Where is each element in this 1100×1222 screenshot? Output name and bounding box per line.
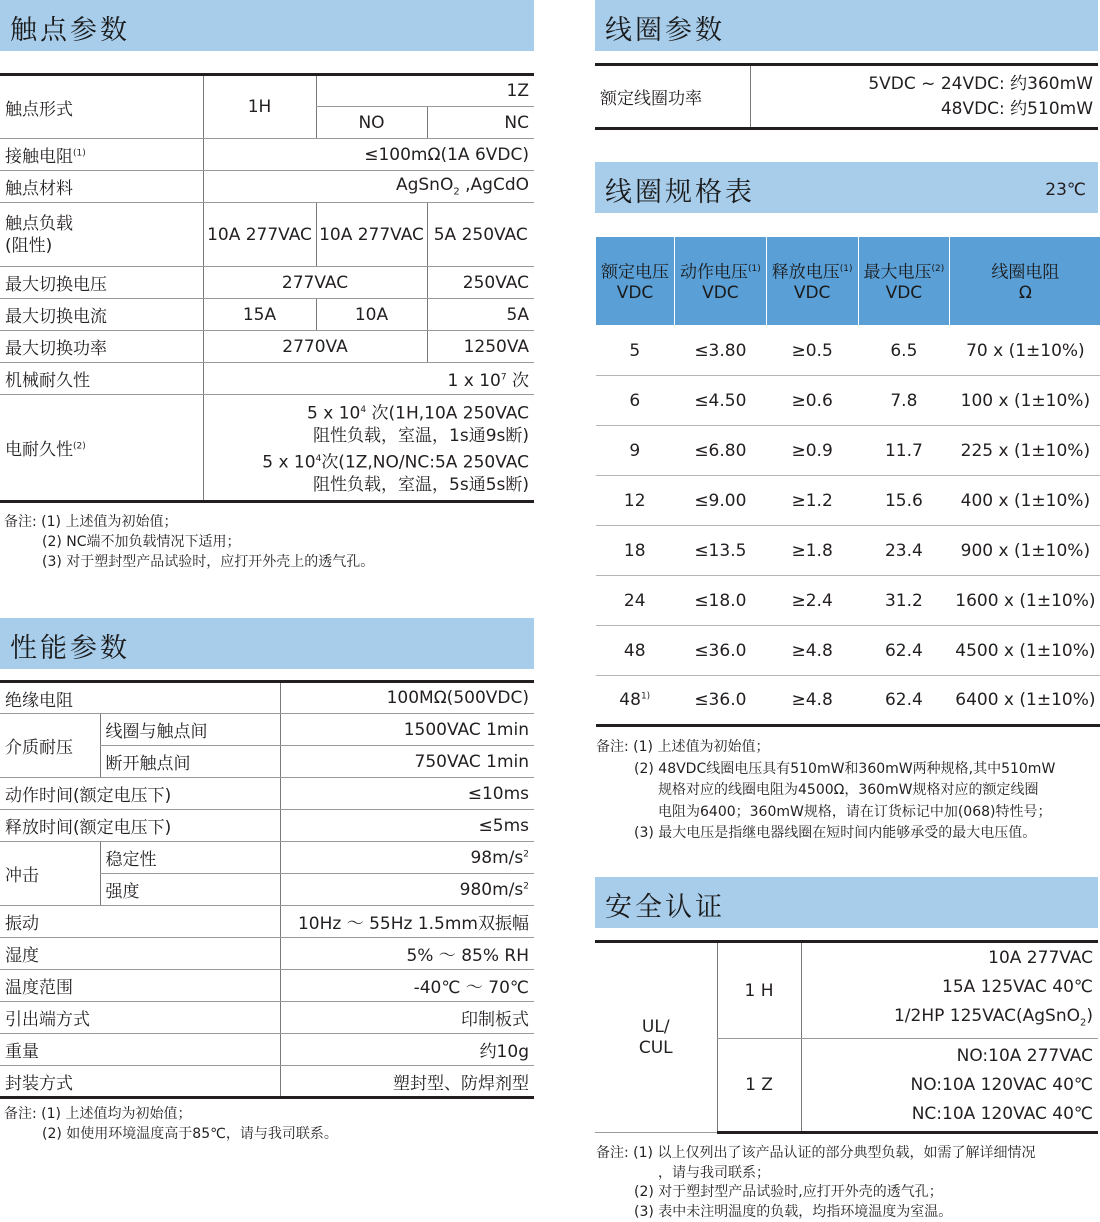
table-row	[0, 171, 534, 203]
open-contact-label: 断开触点间	[100, 746, 280, 778]
coil-section-header	[595, 0, 1098, 51]
release-time-value: ≤5ms	[280, 810, 534, 842]
coil-resistance-cell: 70 x (1±10%)	[950, 326, 1100, 376]
operate-voltage-cell: ≤9.00	[675, 476, 767, 526]
contact-form-1z: 1Z	[316, 75, 534, 107]
table-row	[596, 526, 1100, 576]
table-row	[596, 376, 1100, 426]
coil-power-table	[595, 63, 1098, 130]
coil-resistance-cell: 6400 x (1±10%)	[950, 676, 1100, 726]
table-row	[596, 326, 1100, 376]
contact-max-voltage-a: 277VAC	[203, 267, 427, 299]
safety-section-header	[595, 877, 1098, 928]
coil-resistance-cell: 100 x (1±10%)	[950, 376, 1100, 426]
shock-stable-label: 稳定性	[100, 842, 280, 874]
table-row	[0, 1066, 534, 1098]
coil-spec-temperature: 23℃	[1045, 180, 1086, 200]
max-voltage-cell: 62.4	[858, 676, 950, 726]
table-row	[0, 714, 534, 746]
table-row	[0, 395, 534, 502]
header-rated-voltage: 额定电压 VDC	[596, 237, 675, 326]
contact-elec-label: 电耐久性$^{(2)}$	[0, 395, 203, 502]
release-voltage-cell: ≥0.9	[766, 426, 858, 476]
contact-section-header	[0, 0, 534, 51]
contact-notes: 备注: (1) 上述值为初始值； (2) NC端不加负载情况下适用； (3) 对于塑封型产品试验时，应打开外壳上的透气孔。	[4, 512, 374, 572]
operate-time-label: 动作时间(额定电压下)	[0, 778, 280, 810]
table-row	[0, 1034, 534, 1066]
shock-label: 冲击	[0, 842, 100, 906]
terminal-label: 引出端方式	[0, 1002, 280, 1034]
contact-load-1h: 10A 277VAC	[203, 203, 316, 267]
contact-form-1h: 1H	[203, 75, 316, 139]
rated-voltage-cell: 9	[596, 426, 675, 476]
table-row	[0, 363, 534, 395]
table-row	[0, 75, 534, 107]
operate-time-value: ≤10ms	[280, 778, 534, 810]
table-row	[0, 299, 534, 331]
max-voltage-cell: 62.4	[858, 626, 950, 676]
contact-max-current-1h: 15A	[203, 299, 316, 331]
coil-power-value: 5VDC ~ 24VDC: 约360mW 48VDC: 约510mW	[750, 65, 1098, 129]
contact-mech-value: 1 x $10^7$ 次	[203, 363, 534, 395]
performance-section-header	[0, 618, 534, 669]
coil-contact-label: 线圈与触点间	[100, 714, 280, 746]
package-label: 封装方式	[0, 1066, 280, 1098]
coil-spec-section-header	[595, 162, 1098, 213]
temp-range-label: 温度范围	[0, 970, 280, 1002]
contact-max-voltage-label: 最大切换电压	[0, 267, 203, 299]
release-voltage-cell: ≥2.4	[766, 576, 858, 626]
contact-resistance-value: ≤100mΩ(1A 6VDC)	[203, 139, 534, 171]
table-row	[595, 65, 1098, 129]
release-time-label: 释放时间(额定电压下)	[0, 810, 280, 842]
humidity-value: 5% ～ 85% RH	[280, 938, 534, 970]
table-row	[0, 970, 534, 1002]
table-row	[596, 626, 1100, 676]
coil-resistance-cell: 225 x (1±10%)	[950, 426, 1100, 476]
table-row	[0, 1002, 534, 1034]
header-operate-voltage: 动作电压$^{(1)}$ VDC	[675, 237, 767, 326]
header-max-voltage: 最大电压$^{(2)}$ VDC	[858, 237, 950, 326]
performance-table	[0, 680, 534, 1099]
release-voltage-cell: ≥4.8	[766, 676, 858, 726]
safety-table	[595, 940, 1098, 1134]
coil-spec-notes: 备注: (1) 上述值为初始值； (2) 48VDC线圈电压具有510mW和360mW两种规格,其中510mW 规格对应的线圈电阻为4500Ω，360mW规格对应的额定线圈 电阻为6400；360mW规格，请在订货标记中加(068)特性号； (3) 最大电压是指继电器线圈在短时间内能够承受的最大电压值。	[596, 737, 1055, 845]
performance-section-title: 性能参数	[10, 626, 130, 665]
table-row	[596, 476, 1100, 526]
temp-range-value: -40℃ ～ 70℃	[280, 970, 534, 1002]
max-voltage-cell: 11.7	[858, 426, 950, 476]
vibration-value: 10Hz ～ 55Hz 1.5mm双振幅	[280, 906, 534, 938]
contact-max-power-a: 2770VA	[203, 331, 427, 363]
coil-spec-table	[595, 236, 1100, 727]
table-row	[596, 576, 1100, 626]
insulation-value: 100MΩ(500VDC)	[280, 682, 534, 714]
contact-mech-label: 机械耐久性	[0, 363, 203, 395]
coil-power-label: 额定线圈功率	[595, 65, 750, 129]
table-row	[0, 842, 534, 874]
coil-resistance-cell: 4500 x (1±10%)	[950, 626, 1100, 676]
dielectric-label: 介质耐压	[0, 714, 100, 778]
terminal-value: 印制板式	[280, 1002, 534, 1034]
contact-max-current-no: 10A	[316, 299, 427, 331]
table-row	[0, 810, 534, 842]
contact-max-voltage-b: 250VAC	[427, 267, 534, 299]
operate-voltage-cell: ≤36.0	[675, 626, 767, 676]
header-coil-resistance: 线圈电阻 Ω	[950, 237, 1100, 326]
max-voltage-cell: 7.8	[858, 376, 950, 426]
weight-value: 约10g	[280, 1034, 534, 1066]
contact-max-current-nc: 5A	[427, 299, 534, 331]
contact-material-label: 触点材料	[0, 171, 203, 203]
coil-resistance-cell: 1600 x (1±10%)	[950, 576, 1100, 626]
rated-voltage-cell: 6	[596, 376, 675, 426]
rated-voltage-cell: 5	[596, 326, 675, 376]
table-row	[0, 938, 534, 970]
safety-cert-name: UL/ CUL	[595, 942, 717, 1133]
release-voltage-cell: ≥1.8	[766, 526, 858, 576]
vibration-label: 振动	[0, 906, 280, 938]
operate-voltage-cell: ≤3.80	[675, 326, 767, 376]
table-row	[0, 906, 534, 938]
release-voltage-cell: ≥4.8	[766, 626, 858, 676]
rated-voltage-cell: 18	[596, 526, 675, 576]
contact-section-title: 触点参数	[10, 8, 130, 47]
contact-load-no: 10A 277VAC	[316, 203, 427, 267]
rated-voltage-cell: 12	[596, 476, 675, 526]
release-voltage-cell: ≥1.2	[766, 476, 858, 526]
table-row	[0, 267, 534, 299]
table-row	[596, 426, 1100, 476]
coil-contact-value: 1500VAC 1min	[280, 714, 534, 746]
rated-voltage-cell: 48$^{1)}$	[596, 676, 675, 726]
coil-section-title: 线圈参数	[605, 8, 725, 47]
table-row	[0, 778, 534, 810]
operate-voltage-cell: ≤13.5	[675, 526, 767, 576]
rated-voltage-cell: 24	[596, 576, 675, 626]
coil-spec-section-title: 线圈规格表	[605, 170, 755, 209]
table-row	[596, 676, 1100, 726]
safety-1h-label: 1 H	[717, 942, 801, 1039]
operate-voltage-cell: ≤4.50	[675, 376, 767, 426]
table-row	[0, 331, 534, 363]
coil-resistance-cell: 400 x (1±10%)	[950, 476, 1100, 526]
header-release-voltage: 释放电压$^{(1)}$ VDC	[766, 237, 858, 326]
table-row	[0, 203, 534, 267]
shock-strength-value: $980m/s^2$	[280, 874, 534, 906]
table-row	[0, 682, 534, 714]
rated-voltage-cell: 48	[596, 626, 675, 676]
operate-voltage-cell: ≤6.80	[675, 426, 767, 476]
insulation-label: 绝缘电阻	[0, 682, 280, 714]
contact-resistance-label: 接触电阻$^{(1)}$	[0, 139, 203, 171]
safety-1z-label: 1 Z	[717, 1039, 801, 1133]
release-voltage-cell: ≥0.5	[766, 326, 858, 376]
table-row	[0, 139, 534, 171]
safety-1h-values: 10A 277VAC 15A 125VAC 40℃ 1/2HP 125VAC(AgSnO$_2$)	[801, 942, 1098, 1039]
safety-notes: 备注: (1) 以上仅列出了该产品认证的部分典型负载，如需了解详细情况 ，请与我司联系； (2) 对于塑封型产品试验时,应打开外壳的透气孔； (3) 表中未注明温度的负载，均指环境温度为室温。	[596, 1144, 1035, 1222]
contact-table	[0, 73, 534, 503]
contact-form-no: NO	[316, 107, 427, 139]
shock-strength-label: 强度	[100, 874, 280, 906]
weight-label: 重量	[0, 1034, 280, 1066]
safety-1z-values: NO:10A 277VAC NO:10A 120VAC 40℃ NC:10A 120VAC 40℃	[801, 1039, 1098, 1133]
contact-form-nc: NC	[427, 107, 534, 139]
operate-voltage-cell: ≤18.0	[675, 576, 767, 626]
contact-load-label: 触点负载 (阻性)	[0, 203, 203, 267]
shock-stable-value: $98m/s^2$	[280, 842, 534, 874]
contact-max-current-label: 最大切换电流	[0, 299, 203, 331]
humidity-label: 湿度	[0, 938, 280, 970]
contact-elec-value: 5 x $10^4$ 次(1H,10A 250VAC 阻性负载，室温，1s通9s断) 5 x $10^4$次(1Z,NO/NC:5A 250VAC 阻性负载，室温，5s通5s断)	[203, 395, 534, 502]
package-value: 塑封型、防焊剂型	[280, 1066, 534, 1098]
coil-resistance-cell: 900 x (1±10%)	[950, 526, 1100, 576]
contact-material-value: AgSnO$_2$ ,AgCdO	[203, 171, 534, 203]
max-voltage-cell: 31.2	[858, 576, 950, 626]
max-voltage-cell: 23.4	[858, 526, 950, 576]
release-voltage-cell: ≥0.6	[766, 376, 858, 426]
contact-load-nc: 5A 250VAC	[427, 203, 534, 267]
contact-form-label: 触点形式	[0, 75, 203, 139]
max-voltage-cell: 6.5	[858, 326, 950, 376]
max-voltage-cell: 15.6	[858, 476, 950, 526]
contact-max-power-b: 1250VA	[427, 331, 534, 363]
table-header-row	[596, 237, 1100, 326]
table-row	[595, 942, 1098, 1039]
performance-notes: 备注: (1) 上述值均为初始值； (2) 如使用环境温度高于85℃，请与我司联系。	[4, 1104, 338, 1144]
safety-section-title: 安全认证	[605, 885, 725, 924]
operate-voltage-cell: ≤36.0	[675, 676, 767, 726]
contact-max-power-label: 最大切换功率	[0, 331, 203, 363]
open-contact-value: 750VAC 1min	[280, 746, 534, 778]
